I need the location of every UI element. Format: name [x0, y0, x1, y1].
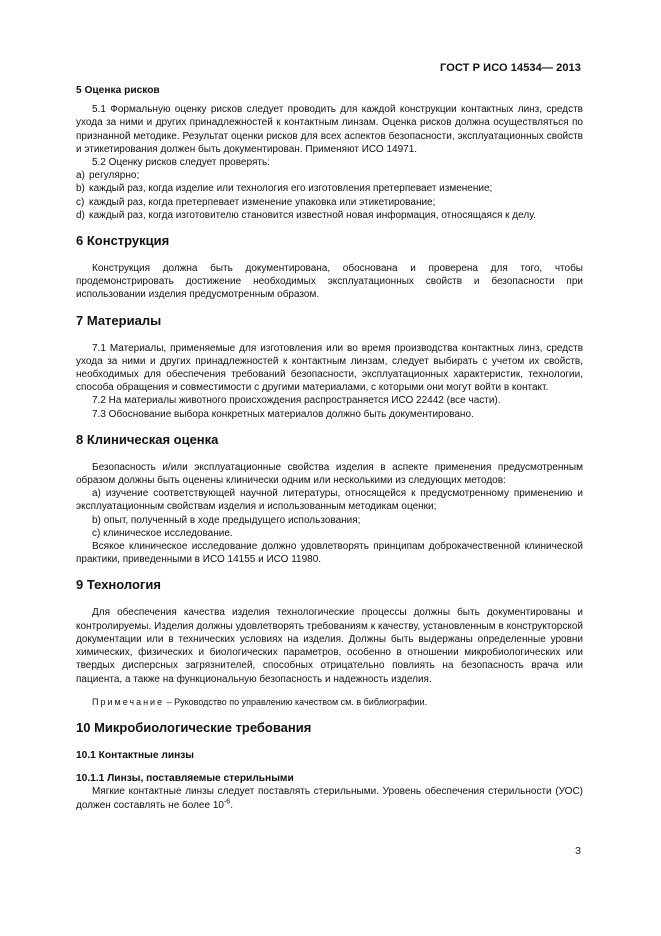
section-6-title: 6 Конструкция: [76, 233, 170, 249]
section-8-item-b: [76, 514, 583, 527]
section-7-1-paragraph: 7.1 Материалы, применяемые для изготовления или во время производства контактных линз, средств ухода за ними и других принадлежностей к контактным линзам, следует выбирать с учетом их свойств, необходимых для обеспечения требований безопасности, эксплуатационных характеристик, технологии, способа обращения и совместимости с другими материалами, с которыми они могут войти в контакт.: [76, 342, 583, 394]
note-label: Примечание: [92, 696, 165, 707]
section-8-paragraph-2: Всякое клиническое исследование должно удовлетворять принципам доброкачественной клинической практики, приведенными в ИСО 14155 и ИСО 11980.: [76, 541, 583, 566]
list-marker: а): [92, 488, 101, 500]
paragraph-text: Мягкие контактные линзы следует поставлять стерильными. Уровень обеспечения стерильности (УОС) должен составлять не более 10: [76, 786, 583, 811]
section-5-2-list: [76, 169, 583, 222]
list-text: опыт, полученный в ходе предыдущего использования;: [103, 514, 361, 526]
list-item: [76, 209, 583, 222]
section-7-title: 7 Материалы: [76, 312, 162, 328]
document-header: ГОСТ Р ИСО 14534— 2013: [440, 62, 581, 74]
section-6-paragraph: Конструкция должна быть документирована, обоснована и проверена для того, чтобы продемонстрировать достижение необходимых эксплуатационных свойств и безопасности при использовании изделия предусмотренным образом.: [76, 263, 583, 301]
section-8-item-c: [76, 527, 583, 540]
section-10-1-1-title: 10.1.1 Линзы, поставляемые стерильными: [76, 773, 294, 785]
list-marker: d): [76, 209, 85, 221]
section-9-paragraph: Для обеспечения качества изделия технологические процессы должны быть документированы и контролируемы. Изделия должны удовлетворять требованиям к качеству, установленным в конструкторской документации или в технических условиях на изделия. Должны быть выдержаны определенные уровни химических, физических и биологических параметров, особенно в отношении микробиологических или твердых дисперсных загрязнителей, способных отрицательно повлиять на безопасность врача или пациента, а также на функциональную безопасность и надежность изделия.: [76, 607, 583, 685]
list-text: клиническое исследование.: [103, 527, 233, 539]
list-marker: b): [76, 183, 85, 195]
section-5-title: 5 Оценка рисков: [76, 85, 160, 96]
list-item: [76, 169, 583, 182]
paragraph-end: .: [230, 799, 233, 811]
list-text: каждый раз, когда изделие или технология его изготовления претерпевает изменение;: [89, 183, 493, 195]
section-5-2-paragraph: 5.2 Оценку рисков следует проверять:: [92, 157, 270, 169]
section-7-3-paragraph: 7.3 Обоснование выбора конкретных материалов должно быть документировано.: [92, 408, 474, 420]
list-item: [76, 196, 583, 209]
list-text: регулярно;: [89, 170, 140, 182]
section-10-1-title: 10.1 Контактные линзы: [76, 749, 194, 761]
section-10-1-1-paragraph: [76, 785, 583, 811]
section-9-note: [76, 696, 583, 709]
list-text: каждый раз, когда изготовителю становится известной новая информация, относящаяся к делу.: [89, 209, 536, 221]
list-text: каждый раз, когда претерпевает изменение упаковка или этикетирование;: [89, 196, 436, 208]
list-text: изучение соответствующей научной литературы, относящейся к предусмотренному применению и эксплуатационным свойствам изделия и использованным методикам оценки;: [76, 488, 584, 513]
section-8-title: 8 Клиническая оценка: [76, 431, 219, 447]
exponent: -6: [223, 798, 231, 806]
section-5-1-paragraph: 5.1 Формальную оценку рисков следует проводить для каждой конструкции контактных линз, средств ухода за ними и других принадлежностей к контактным линзам. Оценка рисков должна осуществляться по признанной методике. Результат оценки рисков для всех аспектов безопасности, эксплуатационных свойств и этикетирования должен быть документирован. Применяют ИСО 14971.: [76, 104, 583, 155]
section-9-title: 9 Технология: [76, 577, 161, 593]
list-marker: c): [76, 196, 85, 208]
list-item: [76, 182, 583, 195]
list-marker: b): [92, 514, 101, 526]
list-marker: c): [92, 527, 101, 539]
page-number: 3: [575, 845, 581, 857]
page-content: [76, 84, 583, 812]
note-text: – Руководство по управлению качеством см. в библиографии.: [164, 696, 428, 707]
list-marker: а): [76, 170, 85, 182]
section-7-2-paragraph: 7.2 На материалы животного происхождения распространяется ИСО 22442 (все части).: [92, 395, 501, 407]
section-8-item-a: [76, 487, 583, 513]
section-8-paragraph: Безопасность и/или эксплуатационные свойства изделия в аспекте применения предусмотренным образом должны быть оценены клинически одним или несколькими из следующих методов:: [76, 461, 583, 487]
section-10-title: 10 Микробиологические требования: [76, 719, 312, 735]
